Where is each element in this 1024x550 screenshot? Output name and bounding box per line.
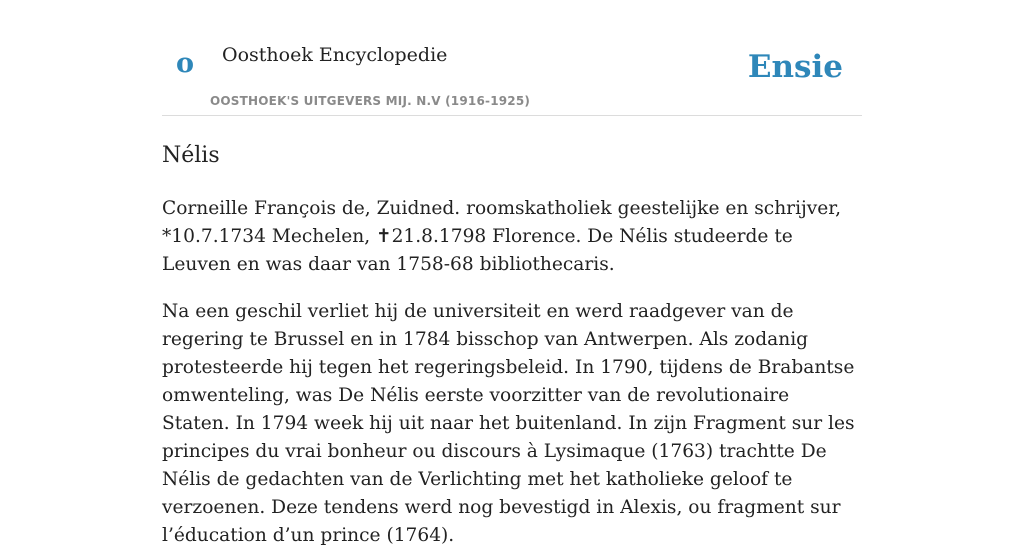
site-header	[162, 0, 862, 116]
article-paragraph: Corneille François de, Zuidned. roomskatholiek geestelijke en schrijver, *10.7.1734 Mechelen, ✝21.8.1798 Florence. De Nélis studeerde te Leuven en was daar van 1758-68 bibliothecaris.	[162, 198, 842, 275]
publisher-label: OOSTHOEK'S UITGEVERS MIJ. N.V (1916-1925)	[210, 94, 531, 108]
article	[162, 142, 862, 550]
ensie-brand-link[interactable]: Ensie	[747, 49, 843, 85]
site-logo[interactable]: o	[176, 48, 195, 79]
page	[162, 0, 862, 550]
encyclopedia-title[interactable]: Oosthoek Encyclopedie	[222, 44, 448, 66]
article-title: Nélis	[162, 143, 220, 168]
article-paragraph: Na een geschil verliet hij de universiteit en werd raadgever van de regering te Brussel en in 1784 bisschop van Antwerpen. Als zodanig protesteerde hij tegen het regeringsbeleid. In 1790, tijdens de Brabantse omwenteling, was De Nélis eerste voorzitter van de revolutionaire Staten. In 1794 week hij uit naar het buitenland. In zijn Fragment sur les principes du vrai bonheur ou discours à Lysimaque (1763) trachtte De Nélis de gedachten van de Verlichting met het katholieke geloof te verzoenen. Deze tendens werd nog bevestigd in Alexis, ou fragment sur l’éducation d’un prince (1764).	[162, 301, 855, 546]
